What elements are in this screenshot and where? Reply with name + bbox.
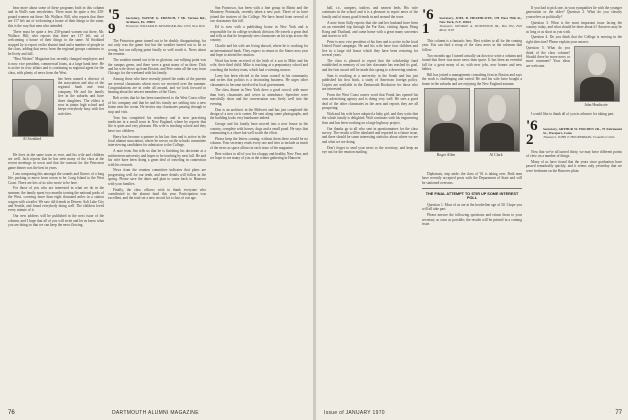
- right-column-3: If you had to pick one, in your sympathies lie with the younger generation or the older? Question 2. What do you classify yourselves as politically? Question 3. What is the most important issue facing the country today, and what should be done about it? Answers may be as long or as short as you wish. Question 4. Do you think that the College is moving in the right direction? Please explain your answer. John Heathcote Question 5. What do you think of the class column? Should there be more news or more comment? Your ideas are welcome. I would like to thank all of you in advance for taking part. '62 Secretary, ARTHUR W. HOLDEN JR., 75 Fairmount St., Westport, Conn. Treasurer, JOHN T. HOOPERMAN, 9 Garden Circle Now that we've all turned thirty, we may have different points of view on a number of things. Many of us have found that the years since graduation have passed remarkably quickly, and it seems only yesterday that we were freshmen on the Hanover plain.: [526, 6, 622, 173]
- class-62-header: [526, 119, 622, 147]
- left-col1-bottom-text: I am composing this amongst the sounds and flavors of a long life, packing to move from ocean to be. Long Island to the West Coast. There are lots of us who wrote to be here.: [8, 171, 104, 185]
- treasurer-59: Treasurer, WILLIAM D. KISSINGER, Box 1370, New York: [125, 24, 205, 28]
- right-page-number: 77: [615, 410, 622, 416]
- right-column-1: ball, i.e., campers, trailers, and nearest beds. His wife continues in the school and it is a pleasure to report news of the family and of many good friends in and around the town. A note from Sally reports that she and her husband have been on an extended trip through the Far East, visiting Japan, Hong Kong and Thailand, and came home with a great many souvenirs and stories to tell. Peter is now vice president of his firm and is active in the local United Fund campaign. He and his wife have four children and live in a large old house which they have been restoring for several years. The class is pleased to report that the scholarship fund established in memory of our late classmate has reached its goal, and the first award will be made this spring to a deserving student. Sam is teaching at a university in the South and has just published his first book, a study of American foreign policy. Copies are available in the Dartmouth Bookstore for those who are interested. From the West Coast comes word that Frank has opened his own advertising agency and is doing very well. He sees a good deal of the other classmates in the area and reports they are all prospering. Walt and his wife have adopted a baby girl, and they write that the whole family is delighted. Walt continues with his engineering firm and has been working on a large highway project. Our thanks go to all who sent in questionnaires for the class survey. The results will be tabulated and reported in a future issue, and there should be some interesting statistics about where we are and what we are doing. Don't forget to send your news to the secretary, and keep an eye out for the reunion mailing.: [322, 6, 418, 155]
- class-year-59: '59: [108, 7, 120, 37]
- left-col1-top-text: hear more about some of these programs both in this column and in Wall's sum newsletters. There must be quite a few 250-pound women out there, Mr. Wallace. Bill, who reports that there are 117 left out of welcoming a house of their things to the same, this is the way that men who attended.: [8, 6, 104, 28]
- left-column-3: San Francisco, has been with a fine group in Marin and the Monterey Peninsula, recently taken a new post. Three of us have joined the trustees of the College. We have heard from several of our classmates this fall. Ed is now with a publishing house in New York and is responsible for its college textbook division. He travels a great deal and tells us that he frequently sees classmates on his trips across the country. Charlie and his wife are living abroad, where he is working for an international bank. They expect to return to the States next year and hope to attend the reunion. Word has been received of the birth of a son to Mike and his wife, their third child. Mike is teaching at a preparatory school and coaching the hockey team, which had a winning season. Larry has been elected to the town council in his community and writes that politics is a fascinating business. He urges other classmates to become involved in local government. The class dinner in New York drew a good crowd, with more than forty classmates and wives in attendance. Speeches were mercifully short and the conversation was lively well into the evening. Don is an architect in the Midwest and has just completed the design of a new civic center. He sent along some photographs, and the building looks very handsome indeed. George and his family have moved into a new house in the country, complete with horses, dogs and a small pond. He says that commuting is a chore but well worth the effort. Please keep the letters coming; without them there would be no column. Your secretary reads every one and tries to include as much of the news as space allows in each issue of the magazine. Best wishes to all of you for a happy and healthy New Year, and we hope to see many of you at the winter gathering in Hanover.: [210, 6, 308, 161]
- left-page-number: 76: [8, 410, 15, 416]
- stoddard-caption: Al Stoddard: [22, 136, 42, 141]
- clark-photo: [474, 88, 520, 152]
- left-photo-block: Al Stoddard has been named a director of the association and also of the regional bank and trust company. He and his family live in the suburbs and have three daughters. The eldest is now in junior high school and keeps everybody busy with her activities.: [8, 77, 104, 153]
- right-column-2: '61 Secretary, JOEL B. HEATHCOTE, 178 West 78th St., New York, N.Y. 10024 Treasurer, GEORGE A. DOWNSTON JR., Box 952, Fall River, N.H. This column is a fantastic lens. Best wishes to all for the coming year. You can find a recap of the class news in the columns that follow. Two months ago I turned actually sat down to write a column and found that there was more news than space. It has been an eventful fall for a great many of us, with new jobs, new homes and new babies. Bill has joined a management consulting firm in Boston and says the work is challenging and varied. He and his wife have bought a home in the suburbs and are enjoying the New England autumn. Roger Allen Al Clark Diplomats, step aside: the class of '61 is taking over. Both men have recently accepted posts with the Department of State and will be stationed overseas. THE FINAL ATTEMPT TO STIR UP SOME INTEREST POLL Question 1. Most of us are at the borderline age of 30. I hope you will all take part. Please answer the following questions and return them to your secretary as soon as possible; the results will be printed in a coming issue.: [422, 7, 522, 227]
- allen-photo: [424, 88, 470, 152]
- heathcote-caption: John Heathcote: [584, 103, 608, 108]
- clark-caption: Al Clark: [489, 153, 503, 158]
- left-column-2: '59 Secretary, WAYNE G. FRENCH, 7 Mt. Vernon Rd., Ardmore, Pa. 19003 Treasurer, WILLIAM D. KISSINGER, Box 1370, New York The Princeton game turned out to be doubly disappointing, for not only was the game lost but the weather turned out to be so wrong, but our rallying point finally so well worth it. News about the reunion. The weather turned out to be so glorious, our rallying point was the campus green, and there were a great many of us there. Dick and his wife drove up from Boston, and Pete came all the way from Chicago for the weekend with his family. Among those who have recently joined the ranks of the parents are several classmates whose news we received over the summer. Congratulations are in order all around, and we look forward to hearing about the newest members of the Class. Bob writes that he has been transferred to the West Coast office of his company and that he and his family are settling into a new home near the ocean. He invites any classmates passing through to stop and visit. Tom has completed his residency and is now practicing medicine in a small town in New England, where he reports that life is quiet and very pleasant. His wife is teaching school and they have two children. Harry has become a partner in his law firm and is active in the local alumni association, where he serves on the schools committee interviewing candidates for admission to the College. A note from Jim tells us that he is finishing his doctorate at a midwestern university and hopes to be teaching by next fall. He and his wife have been doing a great deal of traveling in connection with his research. News from the reunion committee indicates that plans are progressing well for our tenth, and more details will follow in the spring. Please save the dates and plan to come back to Hanover with your families. Finally, the class officers wish to thank everyone who contributed to the alumni fund this year. Participation was excellent, and the total set a new record for a class of our age.: [108, 7, 206, 201]
- treasurer-61: Treasurer, GEORGE A. DOWNSTON JR., Box 952, Fall River, N.H.: [439, 24, 522, 32]
- secretary-62: Secretary, ARTHUR W. HOLDEN JR., 75 Fairmount St., Westport, Conn.: [543, 126, 622, 135]
- right-col2-body: This column is a fantastic lens. Best wishes to all for the coming year. You can find a recap of the class news in the columns that follow.: [422, 39, 522, 52]
- left-page: [0, 0, 313, 420]
- right-footer: Issue of JANUARY 1970: [324, 410, 385, 416]
- right-col2-bottom-text: Question 1. Most of us are at the borderline age of 30. I hope you will all take part.: [422, 203, 522, 212]
- treasurer-62: Treasurer, JOHN T. HOOPERMAN, 9 Garden Circle: [543, 134, 615, 139]
- left-col3-body: San Francisco, has been with a fine group in Marin and the Monterey Peninsula, recently taken a new post. Three of us have joined the trustees of the College. We have heard from several of our classmates this fall.: [210, 6, 308, 24]
- left-col2-body: The Princeton game turned out to be doubly disappointing, for not only was the game lost but the weather turned out to be so wrong, but our rallying point finally so well worth it. News about the reunion.: [108, 39, 206, 57]
- class-61-header: [422, 8, 522, 36]
- class-year-61: '61: [422, 7, 434, 37]
- right-col3-body: If you had to pick one, in your sympathies lie with the younger generation or the older? Question 2. What do you classify yourselves as politically?: [526, 6, 622, 19]
- heathcote-photo-block: John Heathcote Question 5. What do you think of the class column? Should there be more news or more comment? Your ideas are welcome.: [526, 46, 622, 110]
- allen-caption: Roger Allen: [436, 153, 456, 158]
- right-col1-body: ball, i.e., campers, trailers, and nearest beds. His wife continues in the school and it is a pleasure to report news of the family and of many good friends in and around the town.: [322, 6, 418, 19]
- secretary-61: Secretary, JOEL B. HEATHCOTE, 178 West 78th St., New York, N.Y. 10024: [439, 16, 522, 24]
- right-photo-block: [422, 88, 522, 170]
- right-page: [316, 0, 628, 420]
- left-column-1: hear more about some of these programs both in this column and in Wall's sum newsletters. There must be quite a few 250-pound women out there, Mr. Wallace. Bill, who reports that there are 117 left out of welcoming a house of their things to the same, this is the way that men who attended. There must be quite a few 250-pound women out there, Mr. Wallace. Bill, who reports that there are 117 left, out of welcoming a house of their things to the same. Al Stoddard stopped by to report on the alumni fund and a number of people in the class, adding that news from the regional groups continues to be lively and full. "Best Wishes" Magazine has recently changed employers and is now vice president, commercial loans, at a large bank here. He is active in civic affairs and is continuing as regional agent for the class, with plenty of news from the West. Al Stoddard has been named a director of the association and also of the regional bank and trust company. He and his family live in the suburbs and have three daughters. The eldest is now in junior high school and keeps everybody busy with her activities. He lives in the same town as ever, and his wife and children are well. Jack reports that he has seen many of the class at the recent meetings in town and that the turnout for the Princeton game dinner was the best in years. I am composing this amongst the sounds and flavors of a long life, packing to move from ocean to be. Long Island to the West Coast. There are lots of us who wrote to be here. For those of you who are interested in what we do in the summer, the family spent two months touring the national parks of the West, covering more than eight thousand miles in a station wagon with a trailer. We saw old friends in Denver, Salt Lake City and Seattle, and found everybody doing well. The children loved every minute of it. Our new address will be published in the next issue of the column, and I hope that all of you will write and let us know what you are doing so that we can keep the news flowing.: [8, 6, 104, 228]
- poll-subhead: THE FINAL ATTEMPT TO STIR UP SOME INTEREST POLL: [425, 191, 519, 201]
- heathcote-photo: [574, 46, 620, 102]
- class-59-header: [108, 8, 206, 36]
- secretary-59: Secretary, WAYNE G. FRENCH, 7 Mt. Vernon Rd., Ardmore, Pa. 19003: [125, 16, 206, 24]
- left-footer: DARTMOUTH ALUMNI MAGAZINE: [112, 410, 199, 416]
- right-col3-lower-text: Now that we've all turned thirty, we may have different points of view on a number of things.: [526, 149, 622, 159]
- stoddard-photo: [12, 79, 54, 137]
- class-year-62: '62: [526, 117, 538, 148]
